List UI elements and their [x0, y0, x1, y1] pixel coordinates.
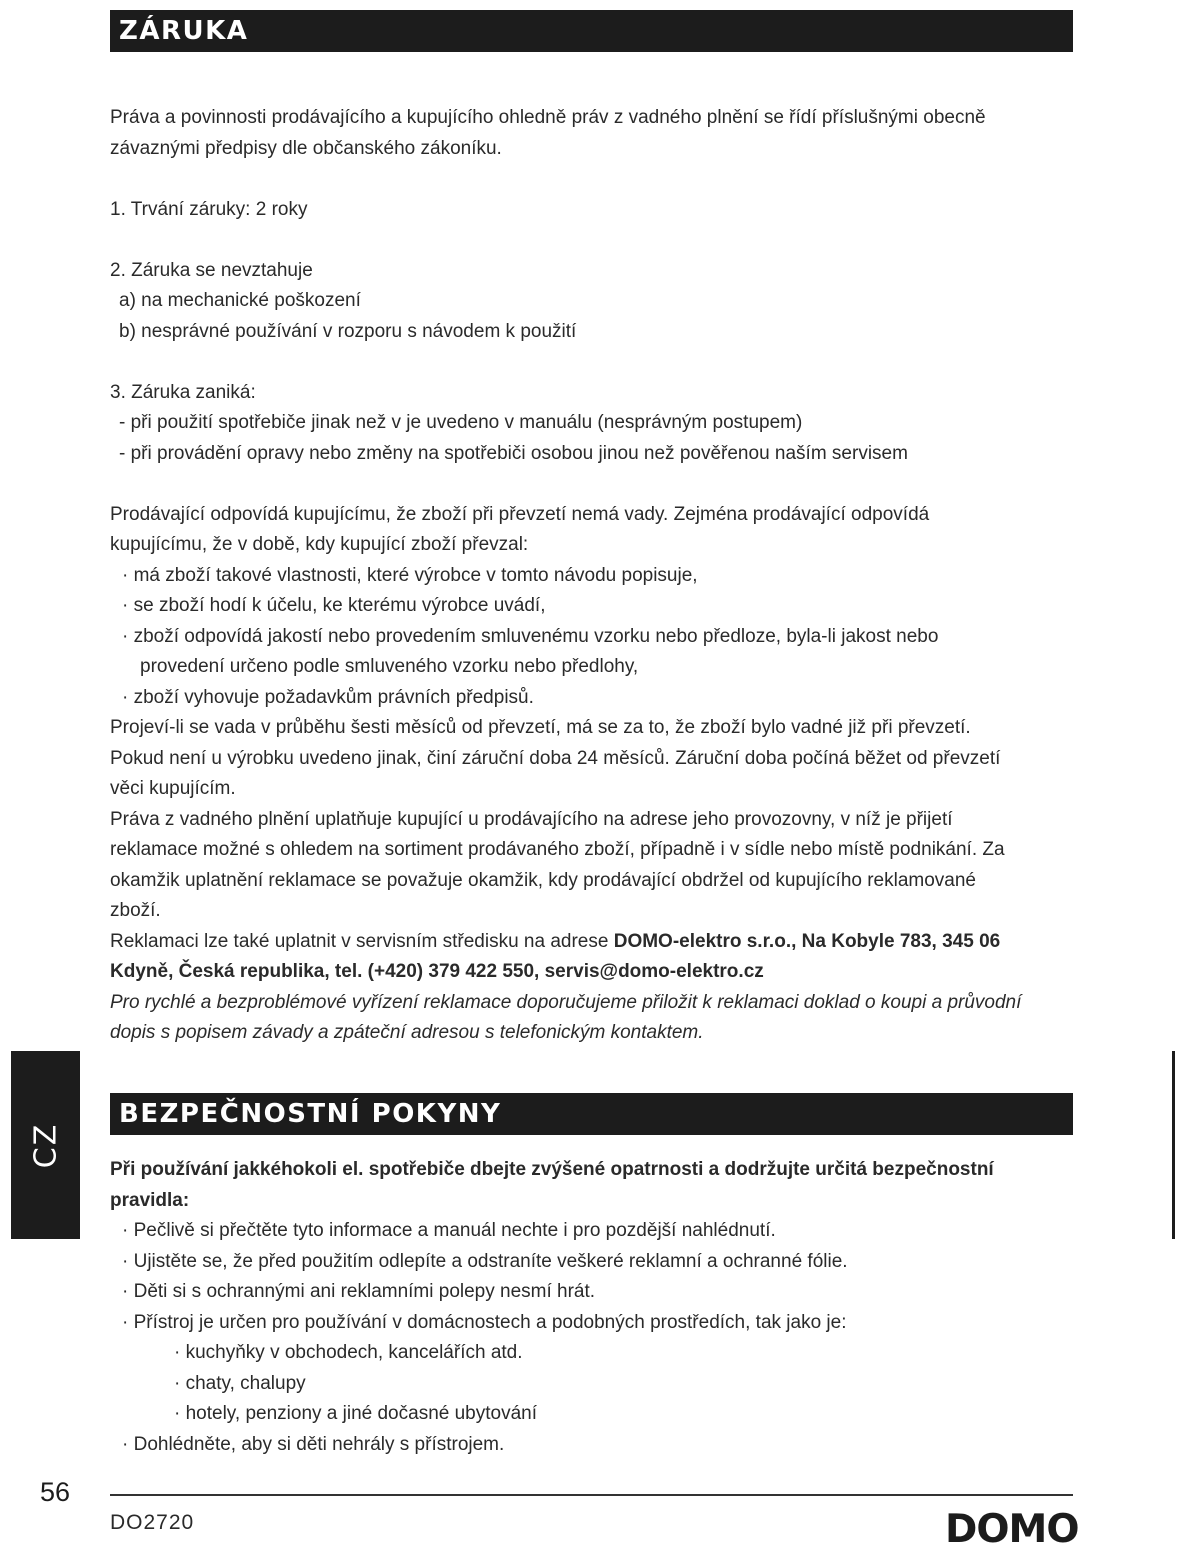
language-tab [11, 1051, 80, 1239]
paragraph-line: Projeví-li se vada v průběhu šesti měsíců od převzetí, má se za to, že zboží bylo vadné již při převzetí. [110, 717, 971, 738]
warranty-item-2a: a) na mechanické poškození [119, 290, 361, 311]
list-item: · zboží vyhovuje požadavkům právních předpisů. [122, 686, 534, 708]
italic-note: dopis s popisem závady a zpáteční adresou s telefonickým kontaktem. [110, 1022, 704, 1043]
page-number: 56 [40, 1477, 71, 1507]
list-item: · Děti si s ochrannými ani reklamními polepy nesmí hrát. [122, 1281, 596, 1302]
safety-lead: Při používání jakkéhokoli el. spotřebiče dbejte zvýšené opatrnosti a dodržujte určitá bezpečnostní [110, 1159, 994, 1180]
list-item: · se zboží hodí k účelu, ke kterému výrobce uvádí, [122, 595, 546, 616]
warranty-item-3: 3. Záruka zaniká: [110, 381, 256, 403]
warranty-item-1: 1. Trvání záruky: 2 roky [110, 198, 308, 220]
paragraph-line: Prodávající odpovídá kupujícímu, že zboží při převzetí nemá vady. Zejména prodávající odpovídá [110, 503, 930, 525]
paragraph-line: zboží. [110, 900, 161, 921]
warranty-section [110, 103, 1075, 1049]
warranty-item-2b: b) nesprávné používání v rozporu s návodem k použití [119, 320, 577, 342]
paragraph-line: reklamace možné s ohledem na sortiment prodávaného zboží, případně i v sídle nebo místě podnikání. Za [110, 839, 1005, 860]
service-address-text: Reklamaci lze také uplatnit v servisním středisku na adrese [110, 930, 614, 952]
model-code: DO2720 [110, 1511, 195, 1534]
intro-line: závaznými předpisy dle občanského zákoníku. [110, 137, 502, 159]
intro-line: Práva a povinnosti prodávajícího a kupujícího ohledně práv z vadného plnění se řídí příslušnými obecně [110, 107, 986, 128]
footer-divider [110, 1494, 1073, 1496]
list-item: · Pečlivě si přečtěte tyto informace a manuál nechte i pro pozdější nahlédnutí. [122, 1220, 776, 1241]
service-contact: Kdyně, Česká republika, tel. (+420) 379 422 550, servis@domo-elektro.cz [110, 961, 764, 982]
sub-list-item: · chaty, chalupy [174, 1372, 306, 1394]
paragraph-line: věci kupujícím. [110, 778, 236, 799]
safety-lead: pravidla: [110, 1189, 190, 1211]
service-address-bold: DOMO-elektro s.r.o., Na Kobyle 783, 345 06 [613, 930, 1001, 952]
warranty-item-2: 2. Záruka se nevztahuje [110, 259, 313, 281]
paragraph-line: kupujícímu, že v době, kdy kupující zboží převzal: [110, 534, 529, 555]
margin-marker [1172, 1051, 1175, 1239]
service-address [110, 927, 1075, 958]
section-heading-zaruka: ZÁRUKA [110, 10, 1073, 52]
language-tab-label: CZ [28, 1122, 63, 1168]
paragraph-line: okamžik uplatnění reklamace se považuje okamžik, kdy prodávající obdržel od kupujícího reklamované [110, 869, 977, 891]
paragraph-line: Práva z vadného plnění uplatňuje kupující u prodávajícího na adrese jeho provozovny, v níž je přijetí [110, 808, 953, 830]
italic-note: Pro rychlé a bezproblémové vyřízení reklamace doporučujeme přiložit k reklamaci doklad o koupi a průvodní [110, 991, 1022, 1013]
paragraph-line: Pokud není u výrobku uvedeno jinak, činí záruční doba 24 měsíců. Záruční doba počíná běžet od převzetí [110, 747, 1001, 769]
safety-section [110, 1155, 1075, 1460]
warranty-item-3a: - při použití spotřebiče jinak než v je uvedeno v manuálu (nesprávným postupem) [119, 412, 803, 433]
warranty-item-3b: - při provádění opravy nebo změny na spotřebiči osobou jinou než pověřenou naším servisem [119, 442, 908, 464]
list-item: · Přístroj je určen pro používání v domácnostech a podobných prostředích, tak jako je: [122, 1311, 847, 1333]
list-item: · zboží odpovídá jakostí nebo provedením smluvenému vzorku nebo předloze, byla-li jakost nebo [122, 625, 939, 647]
list-item: · má zboží takové vlastnosti, které výrobce v tomto návodu popisuje, [122, 564, 698, 586]
list-item-continuation: provedení určeno podle smluveného vzorku nebo předlohy, [140, 656, 639, 677]
list-item: · Dohlédněte, aby si děti nehrály s přístrojem. [122, 1433, 505, 1455]
sub-list-item: · hotely, penziony a jiné dočasné ubytování [174, 1403, 537, 1424]
sub-list-item: · kuchyňky v obchodech, kancelářích atd. [174, 1342, 523, 1363]
list-item: · Ujistěte se, že před použitím odlepíte a odstraníte veškeré reklamní a ochranné fólie. [122, 1250, 848, 1272]
section-heading-safety: BEZPEČNOSTNÍ POKYNY [110, 1093, 1073, 1135]
brand-logo: DOMO [945, 1507, 1079, 1552]
